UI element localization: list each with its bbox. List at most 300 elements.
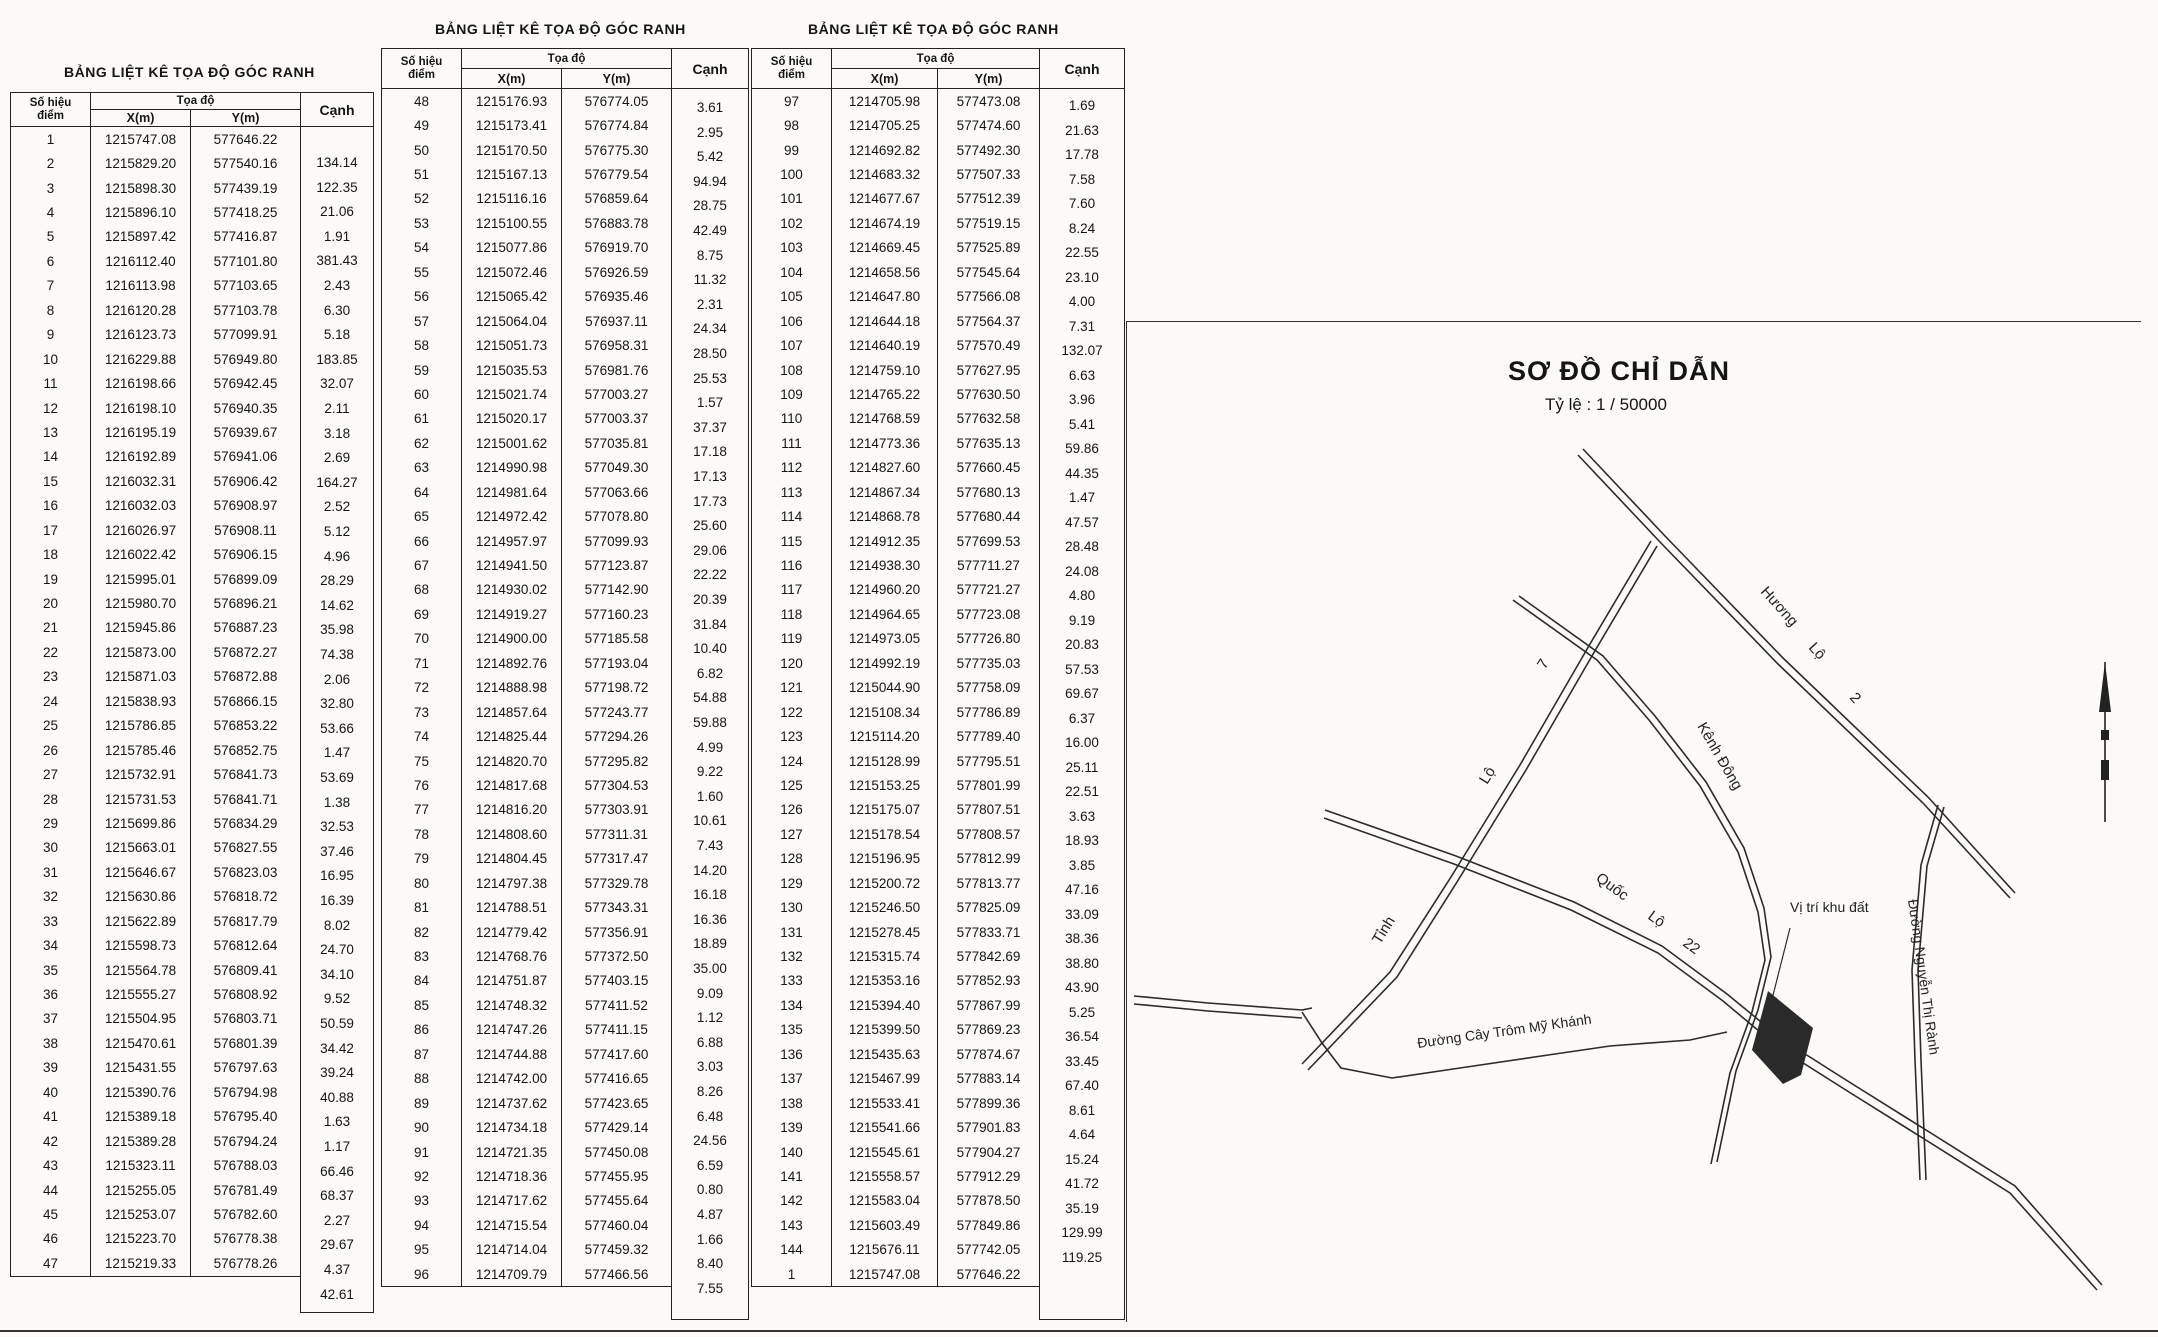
- edge-length: 4.99: [696, 739, 724, 755]
- edge-length: 1.47: [1068, 490, 1096, 505]
- point-number: 130: [752, 895, 832, 919]
- x-coordinate: 1215995.01: [91, 567, 191, 591]
- x-coordinate: 1215170.50: [462, 138, 562, 162]
- edge-length: 2.27: [323, 1212, 351, 1228]
- point-number: 7: [11, 274, 91, 298]
- y-coordinate: 576899.09: [191, 567, 301, 591]
- x-coordinate: 1215223.70: [91, 1227, 191, 1251]
- edge-length: 32.07: [320, 376, 354, 392]
- y-coordinate: 576823.03: [191, 860, 301, 884]
- y-coordinate: 577003.27: [562, 382, 672, 406]
- point-number: 82: [382, 920, 462, 944]
- edge-length: 7.58: [1068, 171, 1096, 187]
- edge-length: 41.72: [1065, 1176, 1099, 1191]
- y-coordinate: 577786.89: [938, 700, 1040, 724]
- x-coordinate: 1215399.50: [832, 1018, 938, 1042]
- x-coordinate: 1215630.86: [91, 885, 191, 909]
- x-coordinate: 1215470.61: [91, 1031, 191, 1055]
- point-number: 90: [382, 1115, 462, 1139]
- edge-length: 6.59: [696, 1157, 724, 1173]
- x-coordinate: 1215001.62: [462, 431, 562, 455]
- edge-length: 22.22: [693, 567, 727, 583]
- y-coordinate: 577099.91: [191, 323, 301, 347]
- y-coordinate: 577883.14: [938, 1067, 1040, 1091]
- y-header: Y(m): [938, 69, 1040, 89]
- edge-length: 1.63: [323, 1114, 351, 1130]
- x-coordinate: 1214938.30: [832, 553, 938, 577]
- y-coordinate: 577460.04: [562, 1213, 672, 1237]
- point-number: 34: [11, 933, 91, 957]
- point-number: 9: [11, 323, 91, 347]
- point-number: 42: [11, 1129, 91, 1153]
- point-number: 140: [752, 1140, 832, 1164]
- point-number: 61: [382, 407, 462, 431]
- x-coordinate: 1214973.05: [832, 627, 938, 651]
- y-coordinate: 577630.50: [938, 382, 1040, 406]
- point-number: 46: [11, 1227, 91, 1251]
- label-tinh-7: 7: [1533, 656, 1553, 673]
- y-coordinate: 577003.37: [562, 407, 672, 431]
- x-coordinate: 1215246.50: [832, 895, 938, 919]
- x-coordinate: 1215785.46: [91, 738, 191, 762]
- y-coordinate: 577564.37: [938, 309, 1040, 333]
- edge-length: 54.88: [693, 690, 727, 706]
- coord-header: Tọa độ: [462, 49, 672, 69]
- edge-length: 24.08: [1065, 563, 1099, 579]
- point-number: 101: [752, 187, 832, 211]
- edge-length: 35.98: [320, 622, 354, 638]
- y-coordinate: 577474.60: [938, 113, 1040, 137]
- edge-length: 28.29: [320, 573, 354, 589]
- edge-length: 4.96: [323, 548, 351, 564]
- x-coordinate: 1215558.57: [832, 1164, 938, 1188]
- y-coordinate: 577833.71: [938, 920, 1040, 944]
- x-coordinate: 1214981.64: [462, 480, 562, 504]
- point-number: 72: [382, 676, 462, 700]
- edge-length: 14.20: [693, 862, 727, 878]
- y-coordinate: 576782.60: [191, 1202, 301, 1226]
- x-coordinate: 1216032.03: [91, 494, 191, 518]
- point-number: 60: [382, 382, 462, 406]
- edge-length: 2.69: [323, 450, 351, 466]
- edge-length: 11.32: [693, 272, 727, 288]
- x-coordinate: 1215175.07: [832, 798, 938, 822]
- x-coordinate: 1215167.13: [462, 162, 562, 186]
- x-coordinate: 1216123.73: [91, 323, 191, 347]
- x-coordinate: 1216120.28: [91, 298, 191, 322]
- point-number: 127: [752, 822, 832, 846]
- x-coordinate: 1215353.16: [832, 969, 938, 993]
- x-coordinate: 1215663.01: [91, 836, 191, 860]
- x-coordinate: 1215541.66: [832, 1115, 938, 1139]
- x-coordinate: 1214721.35: [462, 1140, 562, 1164]
- point-number: 92: [382, 1164, 462, 1188]
- edge-length: 25.11: [1065, 759, 1099, 775]
- x-coordinate: 1214658.56: [832, 260, 938, 284]
- road-tinh-lo-7: [1302, 541, 1651, 1064]
- edge-length: 28.50: [693, 346, 727, 361]
- point-number: 77: [382, 798, 462, 822]
- edge-length: 122.35: [316, 179, 358, 195]
- point-number: 122: [752, 700, 832, 724]
- y-coordinate: 577912.29: [938, 1164, 1040, 1188]
- point-number: 23: [11, 665, 91, 689]
- edge-length: 37.46: [320, 843, 354, 859]
- x-coordinate: 1215732.91: [91, 762, 191, 786]
- point-number: 78: [382, 822, 462, 846]
- x-coordinate: 1215545.61: [832, 1140, 938, 1164]
- point-number: 108: [752, 358, 832, 382]
- x-coordinate: 1214827.60: [832, 456, 938, 480]
- edge-length: 14.62: [320, 597, 354, 613]
- point-number: 56: [382, 285, 462, 309]
- edge-length: 1.91: [323, 228, 351, 244]
- edge-length: 2.06: [323, 671, 351, 687]
- label-kenh-dong: Kênh Đông: [1693, 719, 1746, 794]
- label-cay-tram-my-khanh: Đường Cây Trôm Mỹ Khánh: [1416, 1010, 1593, 1051]
- y-coordinate: 576781.49: [191, 1178, 301, 1202]
- edge-length: 1.17: [323, 1139, 351, 1154]
- x-coordinate: 1216113.98: [91, 274, 191, 298]
- y-coordinate: 577632.58: [938, 407, 1040, 431]
- point-number: 68: [382, 578, 462, 602]
- point-number: 106: [752, 309, 832, 333]
- x-coordinate: 1215786.85: [91, 714, 191, 738]
- y-coordinate: 576908.11: [191, 518, 301, 542]
- edge-length: 7.55: [696, 1280, 724, 1296]
- x-coordinate: 1216112.40: [91, 249, 191, 273]
- edge-length: 35.00: [693, 961, 727, 976]
- edge-length: 68.37: [320, 1188, 354, 1204]
- y-coordinate: 576797.63: [191, 1056, 301, 1080]
- edge-length: 25.53: [693, 370, 727, 386]
- x-coordinate: 1214930.02: [462, 578, 562, 602]
- x-coordinate: 1215622.89: [91, 909, 191, 933]
- point-number: 73: [382, 700, 462, 724]
- x-coordinate: 1215315.74: [832, 944, 938, 968]
- x-coordinate: 1215980.70: [91, 591, 191, 615]
- point-number: 39: [11, 1056, 91, 1080]
- point-number: 135: [752, 1018, 832, 1042]
- x-coordinate: 1215583.04: [832, 1189, 938, 1213]
- y-coordinate: 576906.42: [191, 469, 301, 493]
- y-coordinate: 577525.89: [938, 236, 1040, 260]
- y-coordinate: 577735.03: [938, 651, 1040, 675]
- edge-length: 8.61: [1068, 1102, 1096, 1118]
- y-coordinate: 576981.76: [562, 358, 672, 382]
- x-coordinate: 1214816.20: [462, 798, 562, 822]
- edge-length: 37.37: [693, 419, 727, 435]
- point-number: 32: [11, 885, 91, 909]
- y-coordinate: 577329.78: [562, 871, 672, 895]
- x-coordinate: 1214919.27: [462, 602, 562, 626]
- edge-length: 9.22: [696, 764, 724, 780]
- x-coordinate: 1215278.45: [832, 920, 938, 944]
- edge-length: 2.11: [324, 401, 350, 416]
- edge-length: 21.63: [1065, 122, 1099, 138]
- edge-length: 29.06: [693, 542, 727, 558]
- x-coordinate: 1214647.80: [832, 285, 938, 309]
- edge-length: 2.52: [323, 499, 351, 515]
- y-coordinate: 576779.54: [562, 162, 672, 186]
- y-coordinate: 576775.30: [562, 138, 672, 162]
- point-number: 66: [382, 529, 462, 553]
- edge-length: 1.12: [696, 1010, 724, 1026]
- x-coordinate: 1215178.54: [832, 822, 938, 846]
- edge-length: 24.34: [693, 321, 727, 337]
- y-coordinate: 577473.08: [938, 89, 1040, 114]
- point-number: 21: [11, 616, 91, 640]
- point-number: 43: [11, 1153, 91, 1177]
- y-coordinate: 576801.39: [191, 1031, 301, 1055]
- y-coordinate: 576808.92: [191, 982, 301, 1006]
- edge-length: 7.31: [1068, 318, 1096, 334]
- y-coordinate: 576841.71: [191, 787, 301, 811]
- y-coordinate: 577726.80: [938, 627, 1040, 651]
- edge-length: 17.13: [693, 469, 727, 484]
- edge-length: 17.78: [1065, 147, 1099, 162]
- edge-length: 47.16: [1065, 882, 1099, 897]
- x-coordinate: 1215176.93: [462, 89, 562, 114]
- coord-header: Tọa độ: [832, 49, 1040, 69]
- point-number: 27: [11, 762, 91, 786]
- x-coordinate: 1215108.34: [832, 700, 938, 724]
- y-coordinate: 577304.53: [562, 773, 672, 797]
- edge-length: 39.24: [320, 1065, 354, 1081]
- point-number: 134: [752, 993, 832, 1017]
- table-1-title: BẢNG LIỆT KÊ TỌA ĐỘ GÓC RANH: [64, 64, 315, 80]
- edge-length: 10.61: [693, 813, 727, 829]
- point-number: 120: [752, 651, 832, 675]
- x-coordinate: 1215035.53: [462, 358, 562, 382]
- edge-length: 18.93: [1065, 833, 1099, 848]
- edge-length: 53.66: [320, 720, 354, 736]
- label-tinh: Tỉnh: [1368, 913, 1399, 948]
- point-number: 89: [382, 1091, 462, 1115]
- y-coordinate: 577660.45: [938, 456, 1040, 480]
- point-number: 17: [11, 518, 91, 542]
- x-coordinate: 1215945.86: [91, 616, 191, 640]
- x-coordinate: 1215153.25: [832, 773, 938, 797]
- edge-length: 22.51: [1065, 784, 1099, 799]
- edge-length: 38.36: [1065, 931, 1099, 946]
- y-coordinate: 576778.38: [191, 1227, 301, 1251]
- y-coordinate: 577635.13: [938, 431, 1040, 455]
- point-number: 10: [11, 347, 91, 371]
- y-coordinate: 577699.53: [938, 529, 1040, 553]
- edge-length: 42.49: [693, 223, 727, 238]
- point-number: 2: [11, 151, 91, 175]
- point-number: 132: [752, 944, 832, 968]
- edge-length: 8.24: [1068, 220, 1096, 236]
- y-coordinate: 576841.73: [191, 762, 301, 786]
- edge-length: 6.88: [696, 1034, 724, 1050]
- y-coordinate: 576774.84: [562, 113, 672, 137]
- edge-length: 15.24: [1065, 1151, 1099, 1167]
- y-coordinate: 576803.71: [191, 1007, 301, 1031]
- x-coordinate: 1215128.99: [832, 749, 938, 773]
- edge-length: 129.99: [1061, 1225, 1103, 1240]
- x-coordinate: 1214972.42: [462, 504, 562, 528]
- point-number: 141: [752, 1164, 832, 1188]
- x-coordinate: 1214797.38: [462, 871, 562, 895]
- y-coordinate: 577099.93: [562, 529, 672, 553]
- x-coordinate: 1214817.68: [462, 773, 562, 797]
- edge-length: 5.42: [696, 149, 724, 165]
- y-coordinate: 576937.11: [562, 309, 672, 333]
- edge-length: 57.53: [1065, 661, 1099, 677]
- point-number: 1: [752, 1262, 832, 1287]
- x-coordinate: 1216229.88: [91, 347, 191, 371]
- x-coordinate: 1215676.11: [832, 1238, 938, 1262]
- x-coordinate: 1215114.20: [832, 724, 938, 748]
- y-coordinate: 577849.86: [938, 1213, 1040, 1237]
- point-number: 71: [382, 651, 462, 675]
- edge-length: 4.00: [1068, 294, 1096, 309]
- edge-length: 183.85: [316, 351, 358, 367]
- edge-length: 5.18: [323, 327, 351, 343]
- edge-length: 53.69: [320, 770, 354, 785]
- point-number: 13: [11, 420, 91, 444]
- edge-length: 69.67: [1065, 686, 1099, 701]
- x-coordinate: 1214742.00: [462, 1067, 562, 1091]
- x-coordinate: 1214747.26: [462, 1018, 562, 1042]
- point-number: 44: [11, 1178, 91, 1202]
- y-coordinate: 577303.91: [562, 798, 672, 822]
- canal-kenh-dong: [1513, 600, 1765, 1164]
- edge-length: 25.60: [693, 518, 727, 534]
- x-coordinate: 1215747.08: [91, 127, 191, 152]
- x-coordinate: 1214751.87: [462, 969, 562, 993]
- point-number: 91: [382, 1140, 462, 1164]
- road-west-edge: [1134, 1004, 1302, 1018]
- point-number: 121: [752, 676, 832, 700]
- point-number: 75: [382, 749, 462, 773]
- y-coordinate: 577869.23: [938, 1018, 1040, 1042]
- road-tinh-lo-7-edge: [1308, 546, 1657, 1070]
- y-coordinate: 577459.32: [562, 1238, 672, 1262]
- x-header: X(m): [462, 69, 562, 89]
- edge-length: 8.02: [323, 917, 351, 933]
- point-number: 11: [11, 371, 91, 395]
- x-coordinate: 1214734.18: [462, 1115, 562, 1139]
- x-coordinate: 1215044.90: [832, 676, 938, 700]
- point-number: 48: [382, 89, 462, 114]
- point-number: 22: [11, 640, 91, 664]
- point-number: 107: [752, 333, 832, 357]
- x-coordinate: 1214748.32: [462, 993, 562, 1017]
- edge-length: 5.25: [1068, 1004, 1096, 1020]
- edge-length: 28.48: [1065, 539, 1099, 554]
- y-coordinate: 577450.08: [562, 1140, 672, 1164]
- y-coordinate: 577492.30: [938, 138, 1040, 162]
- point-number: 62: [382, 431, 462, 455]
- x-header: X(m): [91, 110, 191, 127]
- edge-length: 6.48: [696, 1108, 724, 1124]
- point-number: 138: [752, 1091, 832, 1115]
- x-coordinate: 1215051.73: [462, 333, 562, 357]
- land-parcel-marker: [1752, 991, 1813, 1084]
- edge-length: 3.18: [323, 425, 351, 441]
- point-number: 74: [382, 724, 462, 748]
- x-coordinate: 1215021.74: [462, 382, 562, 406]
- edge-length: 10.40: [693, 641, 727, 657]
- label-tinh-lo: Lộ: [1475, 763, 1500, 788]
- x-coordinate: 1214669.45: [832, 236, 938, 260]
- label-quoc-lo: Lộ: [1644, 907, 1669, 932]
- coord-header: Tọa độ: [91, 93, 301, 110]
- edge-length: 16.00: [1065, 735, 1099, 750]
- y-coordinate: 577852.93: [938, 969, 1040, 993]
- road-west: [1134, 996, 1312, 1010]
- x-coordinate: 1215504.95: [91, 1007, 191, 1031]
- x-coordinate: 1215389.28: [91, 1129, 191, 1153]
- y-coordinate: 577680.13: [938, 480, 1040, 504]
- y-coordinate: 577439.19: [191, 176, 301, 200]
- point-number: 6: [11, 249, 91, 273]
- x-coordinate: 1214640.19: [832, 333, 938, 357]
- point-number: 1: [11, 127, 91, 152]
- x-coordinate: 1215219.33: [91, 1251, 191, 1276]
- edge-length: 6.37: [1068, 710, 1096, 726]
- point-number: 29: [11, 811, 91, 835]
- x-coordinate: 1214964.65: [832, 602, 938, 626]
- x-coordinate: 1214714.04: [462, 1238, 562, 1262]
- point-number: 110: [752, 407, 832, 431]
- point-number: 113: [752, 480, 832, 504]
- x-coordinate: 1215699.86: [91, 811, 191, 835]
- point-number: 41: [11, 1105, 91, 1129]
- y-coordinate: 576896.21: [191, 591, 301, 615]
- edge-length: 3.03: [696, 1059, 724, 1075]
- y-coordinate: 577507.33: [938, 162, 1040, 186]
- point-number: 45: [11, 1202, 91, 1226]
- label-huong-lo: Lộ: [1805, 639, 1829, 664]
- edge-length: 28.75: [693, 198, 727, 214]
- y-coordinate: 576818.72: [191, 885, 301, 909]
- point-number: 49: [382, 113, 462, 137]
- y-coordinate: 576852.75: [191, 738, 301, 762]
- x-coordinate: 1214718.36: [462, 1164, 562, 1188]
- y-coordinate: 576926.59: [562, 260, 672, 284]
- edge-length: 5.12: [323, 524, 351, 539]
- edge-length: 134.14: [316, 155, 358, 170]
- point-number: 116: [752, 553, 832, 577]
- y-coordinate: 576935.46: [562, 285, 672, 309]
- edge-length: 16.39: [320, 893, 354, 908]
- y-coordinate: 577512.39: [938, 187, 1040, 211]
- x-coordinate: 1214737.62: [462, 1091, 562, 1115]
- x-coordinate: 1215871.03: [91, 665, 191, 689]
- x-coordinate: 1214683.32: [832, 162, 938, 186]
- label-nguyen-thi-ranh: Đường Nguyễn Thị Rành: [1905, 898, 1943, 1056]
- x-coordinate: 1215646.67: [91, 860, 191, 884]
- point-number: 144: [752, 1238, 832, 1262]
- x-coordinate: 1214705.98: [832, 89, 938, 114]
- x-coordinate: 1215598.73: [91, 933, 191, 957]
- point-number: 20: [11, 591, 91, 615]
- point-number: 70: [382, 627, 462, 651]
- y-coordinate: 577403.15: [562, 969, 672, 993]
- x-coordinate: 1216192.89: [91, 445, 191, 469]
- y-coordinate: 577078.80: [562, 504, 672, 528]
- point-number: 103: [752, 236, 832, 260]
- point-number: 36: [11, 982, 91, 1006]
- y-coordinate: 577874.67: [938, 1042, 1040, 1066]
- point-number: 24: [11, 689, 91, 713]
- point-number: 16: [11, 494, 91, 518]
- y-coordinate: 577185.58: [562, 627, 672, 651]
